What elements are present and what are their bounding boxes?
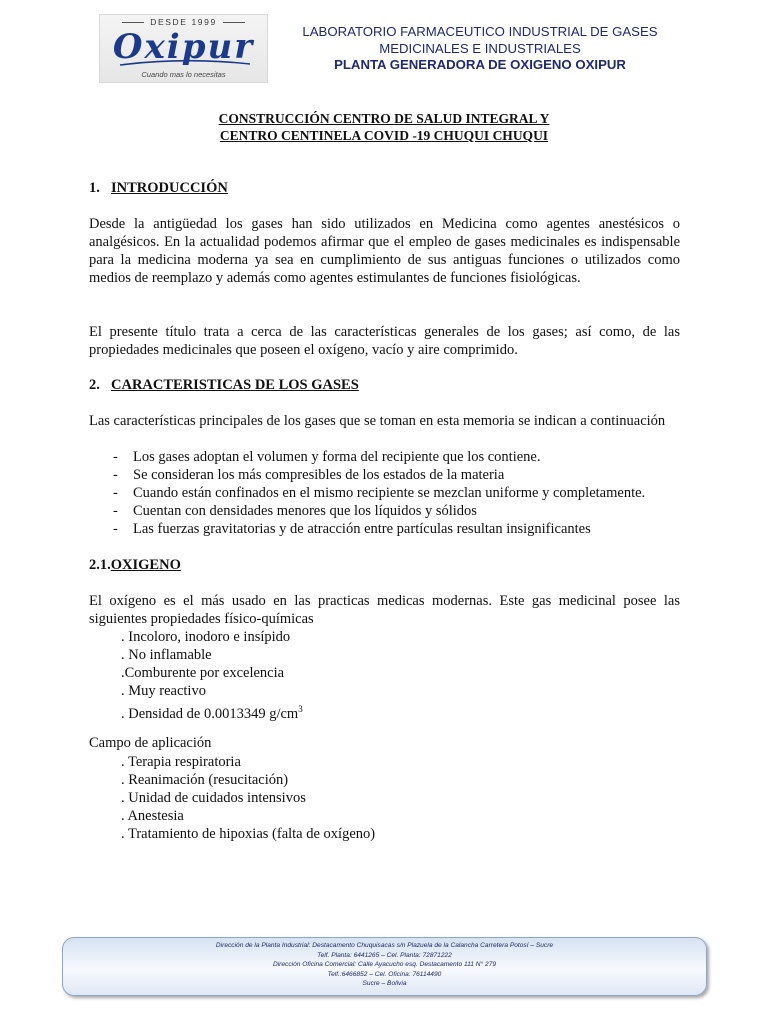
logo-since-text: DESDE 1999 (100, 17, 267, 27)
footer-line-1: Dirección de la Planta Industrial: Destacamento Chuquisacas s/n Plazuela de la Calancha Carretera Potosí – Sucre (215, 942, 554, 949)
footer-line-4: Telf.:6466852 – Cel. Oficina: 76114490 (327, 970, 442, 978)
document-title-line-1: CONSTRUCCIÓN CENTRO DE SALUD INTEGRAL Y (218, 111, 550, 126)
footer-line-5: Sucre – Bolivia (362, 980, 407, 988)
list-item (121, 700, 303, 723)
section-title: CARACTERISTICAS DE LOS GASES (111, 377, 359, 393)
document-title-line-2: CENTRO CENTINELA COVID -19 CHUQUI CHUQUI (219, 128, 549, 143)
list-item: - Cuentan con densidades menores que los líquidos y sólidos (113, 503, 477, 519)
company-logo (99, 14, 268, 83)
list-item: . Unidad de cuidados intensivos (121, 790, 306, 806)
list-item: - Los gases adoptan el volumen y forma del recipiente que los contiene. (113, 449, 541, 465)
section-title: OXIGENO (110, 557, 181, 573)
paragraph-oxygen-1: El oxígeno es el más usado en las practicas medicas modernas. Este gas medicinal posee las siguientes propiedades físico-químicas (89, 593, 680, 627)
list-item: - Se consideran los más compresibles de los estados de la materia (113, 467, 505, 483)
section-title: INTRODUCCIÓN (111, 180, 228, 196)
list-item: .Comburente por excelencia (121, 665, 285, 681)
section-number: 2. (89, 377, 100, 393)
list-item: - Las fuerzas gravitatorias y de atracción entre partículas resultan insignificantes (113, 521, 591, 537)
list-item: . Tratamiento de hipoxias (falta de oxígeno) (121, 826, 376, 842)
letterhead-line-3: PLANTA GENERADORA DE OXIGENO OXIPUR (334, 57, 626, 72)
logo-wordmark: Oxipur (112, 27, 255, 67)
logo-tagline: Cuando mas lo necesitas (141, 70, 226, 79)
letterhead-line-2: MEDICINALES E INDUSTRIALES (379, 40, 581, 56)
paragraph-intro-1: Desde la antigüedad los gases han sido utilizados en Medicina como agentes anestésicos o analgésicos. En la actualidad podemos afirmar que el empleo de gases medicinales es indispensable para la medicina moderna ya sea en cumplimiento de sus antiguas funciones o utilizados como medios de reemplazo y además como agentes estimulantes de funciones fisiológicas. (89, 216, 680, 286)
paragraph-intro-2: El presente título trata a cerca de las características generales de los gases; así como, de las propiedades medicinales que poseen el oxígeno, vacío y aire comprimido. (89, 324, 680, 358)
letterhead (280, 24, 680, 74)
paragraph-gases-1: Las características principales de los gases que se toman en esta memoria se indican a continuación (89, 413, 666, 429)
density-exponent: 3 (298, 704, 303, 714)
applications-title: Campo de aplicación (89, 735, 212, 751)
page-footer (62, 937, 707, 996)
list-item: . Anestesia (121, 808, 184, 824)
list-item: - Cuando están confinados en el mismo recipiente se mezclan uniforme y completamente. (113, 485, 646, 501)
section-heading-oxygen (89, 557, 181, 574)
gas-characteristics-list (113, 448, 645, 538)
section-number: 1. (89, 180, 100, 196)
section-number: 2.1. (89, 557, 111, 573)
list-item: . Reanimación (resucitación) (121, 772, 289, 788)
list-item: . Muy reactivo (121, 683, 206, 699)
section-heading-intro (89, 180, 228, 197)
density-text: . Densidad de 0.0013349 g/cm (121, 705, 299, 722)
document-title (120, 110, 648, 144)
footer-line-2: Telf. Planta: 6441265 – Cel. Planta: 72871222 (317, 951, 452, 959)
letterhead-line-1: LABORATORIO FARMACEUTICO INDUSTRIAL DE GASES (302, 24, 658, 39)
list-item: . No inflamable (121, 647, 212, 663)
list-item: . Terapia respiratoria (121, 754, 241, 770)
section-heading-gases (89, 377, 359, 394)
list-item: . Incoloro, inodoro e insípido (121, 629, 291, 645)
footer-line-3: Dirección Oficina Comercial: Calle Ayacucho esq. Destacamento 111 N° 279 (272, 961, 497, 969)
logo-swoosh-icon (118, 59, 252, 67)
oxygen-properties-list (121, 628, 303, 723)
oxygen-applications-list (121, 753, 375, 843)
